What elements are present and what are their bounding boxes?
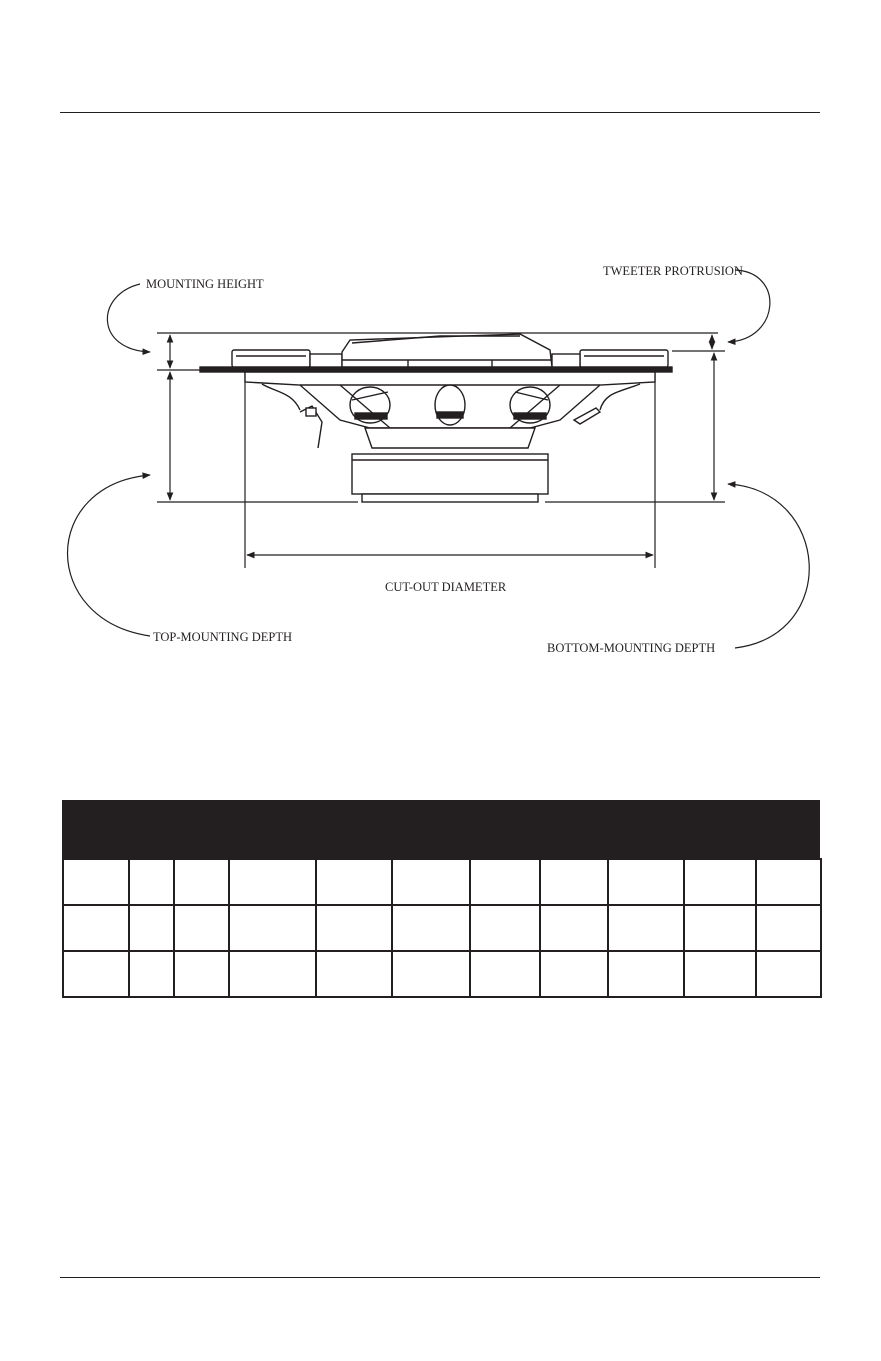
table-cell (316, 951, 392, 997)
table-cell (684, 905, 756, 951)
table-cell (540, 951, 608, 997)
table-row (63, 859, 821, 905)
table-cell (608, 859, 684, 905)
bottom-mounting-depth-leader (728, 484, 809, 648)
table-cell (756, 905, 821, 951)
top-mounting-depth-label: TOP-MOUNTING DEPTH (153, 630, 293, 644)
cut-out-diameter-label: CUT-OUT DIAMETER (385, 580, 507, 594)
table-cell (470, 951, 540, 997)
table-cell (608, 951, 684, 997)
table-row (63, 951, 821, 997)
table-cell (129, 951, 174, 997)
table-cell (63, 951, 129, 997)
tweeter-protrusion-leader (728, 270, 770, 342)
table-cell (608, 905, 684, 951)
table-row (63, 905, 821, 951)
table-cell (63, 905, 129, 951)
table-cell (229, 859, 316, 905)
spec-table-section (62, 800, 820, 998)
table-cell (684, 859, 756, 905)
table-cell (63, 859, 129, 905)
table-cell (470, 859, 540, 905)
table-cell (174, 859, 229, 905)
table-cell (684, 951, 756, 997)
top-divider-rule (60, 112, 820, 113)
table-cell (540, 859, 608, 905)
table-cell (392, 905, 470, 951)
table-cell (174, 951, 229, 997)
spec-table (62, 858, 822, 998)
table-cell (756, 951, 821, 997)
bottom-mounting-depth-label: BOTTOM-MOUNTING DEPTH (547, 641, 716, 655)
table-cell (229, 951, 316, 997)
table-cell (129, 905, 174, 951)
table-cell (540, 905, 608, 951)
speaker-outline (200, 334, 672, 502)
mounting-height-leader (107, 284, 150, 352)
spec-table-header-bar (62, 800, 820, 858)
table-cell (316, 905, 392, 951)
table-cell (756, 859, 821, 905)
tweeter-protrusion-label: TWEETER PROTRUSION (603, 264, 743, 278)
table-cell (229, 905, 316, 951)
mounting-height-label: MOUNTING HEIGHT (146, 277, 264, 291)
top-mounting-depth-leader (68, 475, 151, 636)
table-cell (174, 905, 229, 951)
table-cell (392, 859, 470, 905)
speaker-dimension-diagram (0, 250, 881, 670)
table-cell (316, 859, 392, 905)
table-cell (470, 905, 540, 951)
bottom-divider-rule (60, 1277, 820, 1278)
table-cell (129, 859, 174, 905)
table-cell (392, 951, 470, 997)
